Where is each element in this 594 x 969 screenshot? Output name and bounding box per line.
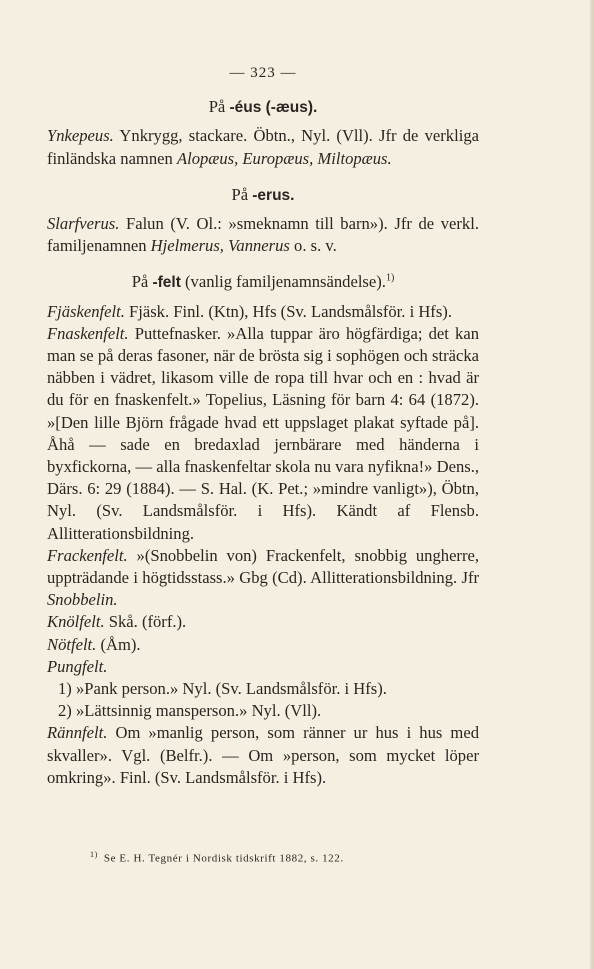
- footnote: [90, 848, 490, 866]
- heading-prefix: På: [131, 272, 149, 292]
- page-edge: [590, 0, 594, 969]
- entry-knolfelt: [47, 611, 479, 633]
- headword: Fjäskenfelt.: [47, 301, 125, 321]
- entry-text: Fjäsk. Finl. (Ktn), Hfs (Sv. Landsmålsför. i Hfs).: [124, 301, 452, 321]
- entry-frackenfelt: [47, 545, 479, 612]
- headword: Pungfelt.: [47, 656, 108, 676]
- heading-note: (vanlig familjenamnsändelse).: [185, 272, 386, 292]
- entry-text: (Åm).: [96, 634, 141, 654]
- sense-2: 2) »Lättsinnig mansperson.» Nyl. (Vll).: [58, 701, 322, 721]
- heading-prefix: På: [208, 97, 226, 117]
- entry-text: Skå. (förf.).: [104, 612, 187, 632]
- headword: Fnaskenfelt.: [47, 323, 129, 343]
- entry-text: o. s. v.: [289, 236, 337, 256]
- footnote-text: Se E. H. Tegnér i Nordisk tidskrift 1882, s. 122.: [103, 852, 344, 865]
- section-heading-eus: [47, 96, 479, 119]
- entry-ynkepeus: [47, 125, 479, 169]
- heading-prefix: På: [231, 184, 249, 204]
- footnote-mark: 1): [90, 850, 98, 859]
- page-content: [47, 62, 479, 789]
- name-ref: Hjelmerus,: [150, 236, 224, 256]
- headword: Frackenfelt.: [47, 545, 128, 565]
- section-heading-erus: [47, 184, 479, 207]
- entry-text: Om »manlig person, som ränner ur hus i hus med skvaller». Vgl. (Belfr.). — Om »person, som mycket löper omkring». Finl. (Sv. Landsmålsför. i Hfs).: [47, 723, 479, 787]
- entry-rannfelt: [47, 722, 479, 789]
- section-heading-felt: [47, 271, 479, 294]
- entry-fjaskenfelt: [47, 301, 479, 323]
- headword: Rännfelt.: [47, 723, 108, 743]
- entry-notfelt: [47, 634, 479, 656]
- entry-text: Ynkrygg, stackare. Öbtn., Nyl. (Vll). Jfr de verkliga finländska namnen: [47, 126, 479, 168]
- entry-pungfelt: [47, 656, 479, 678]
- entry-slarfverus: [47, 213, 479, 257]
- entry-text: Falun (V. Ol.: »smeknamn till barn»). Jfr de verkl. familjenamnen: [47, 214, 479, 256]
- headword: Slarfverus.: [47, 214, 120, 234]
- name-ref: Snobbelin.: [47, 590, 118, 610]
- entry-fnaskenfelt: [47, 323, 479, 545]
- heading-suffix: -felt: [152, 274, 181, 292]
- heading-suffix: -erus.: [252, 186, 295, 204]
- name-ref: Alopæus,: [176, 148, 239, 168]
- footnote-ref: 1): [385, 272, 395, 284]
- sense-1: 1) »Pank person.» Nyl. (Sv. Landsmålsför. i Hfs).: [58, 679, 387, 699]
- entry-text: Puttefnasker. »Alla tuppar äro högfärdiga; det kan man se på deras fasoner, när de brösta sig i sophögen och sträcka näbben i vädret, likasom ville de ropa till hvar och en : hvad är du för en fnaskenfelt.» Topelius, Läsning för barn 4: 64 (1872). »[Den lille Björn frågade hvad ett uppslaget plakat syftade på]. Åhå — sade en bredaxlad jernbärare med händerna i byxfickorna, — alla fnaskenfeltar skola nu vara nyfikna!» Dens., Därs. 6: 29 (1884). — S. Hal. (K. Pet.; »mindre vanligt»), Öbtn, Nyl. (Sv. Landsmålsför. i Hfs). Kändt af Flensb. Allitterationsbildning.: [47, 323, 479, 543]
- name-ref: Vannerus: [228, 236, 290, 256]
- name-ref: Miltopæus.: [317, 148, 392, 168]
- name-ref: Europæus,: [242, 148, 314, 168]
- page-number: — 323 —: [229, 65, 297, 81]
- headword: Ynkepeus.: [47, 126, 114, 146]
- headword: Knölfelt.: [47, 612, 105, 632]
- headword: Nötfelt.: [47, 634, 97, 654]
- entry-text: »(Snobbelin von) Frackenfelt, snobbig ungherre, uppträdande i högtidsstass.» Gbg (Cd). Allitterationsbildning. Jfr: [47, 545, 479, 588]
- heading-suffix: -éus (-æus).: [229, 99, 318, 117]
